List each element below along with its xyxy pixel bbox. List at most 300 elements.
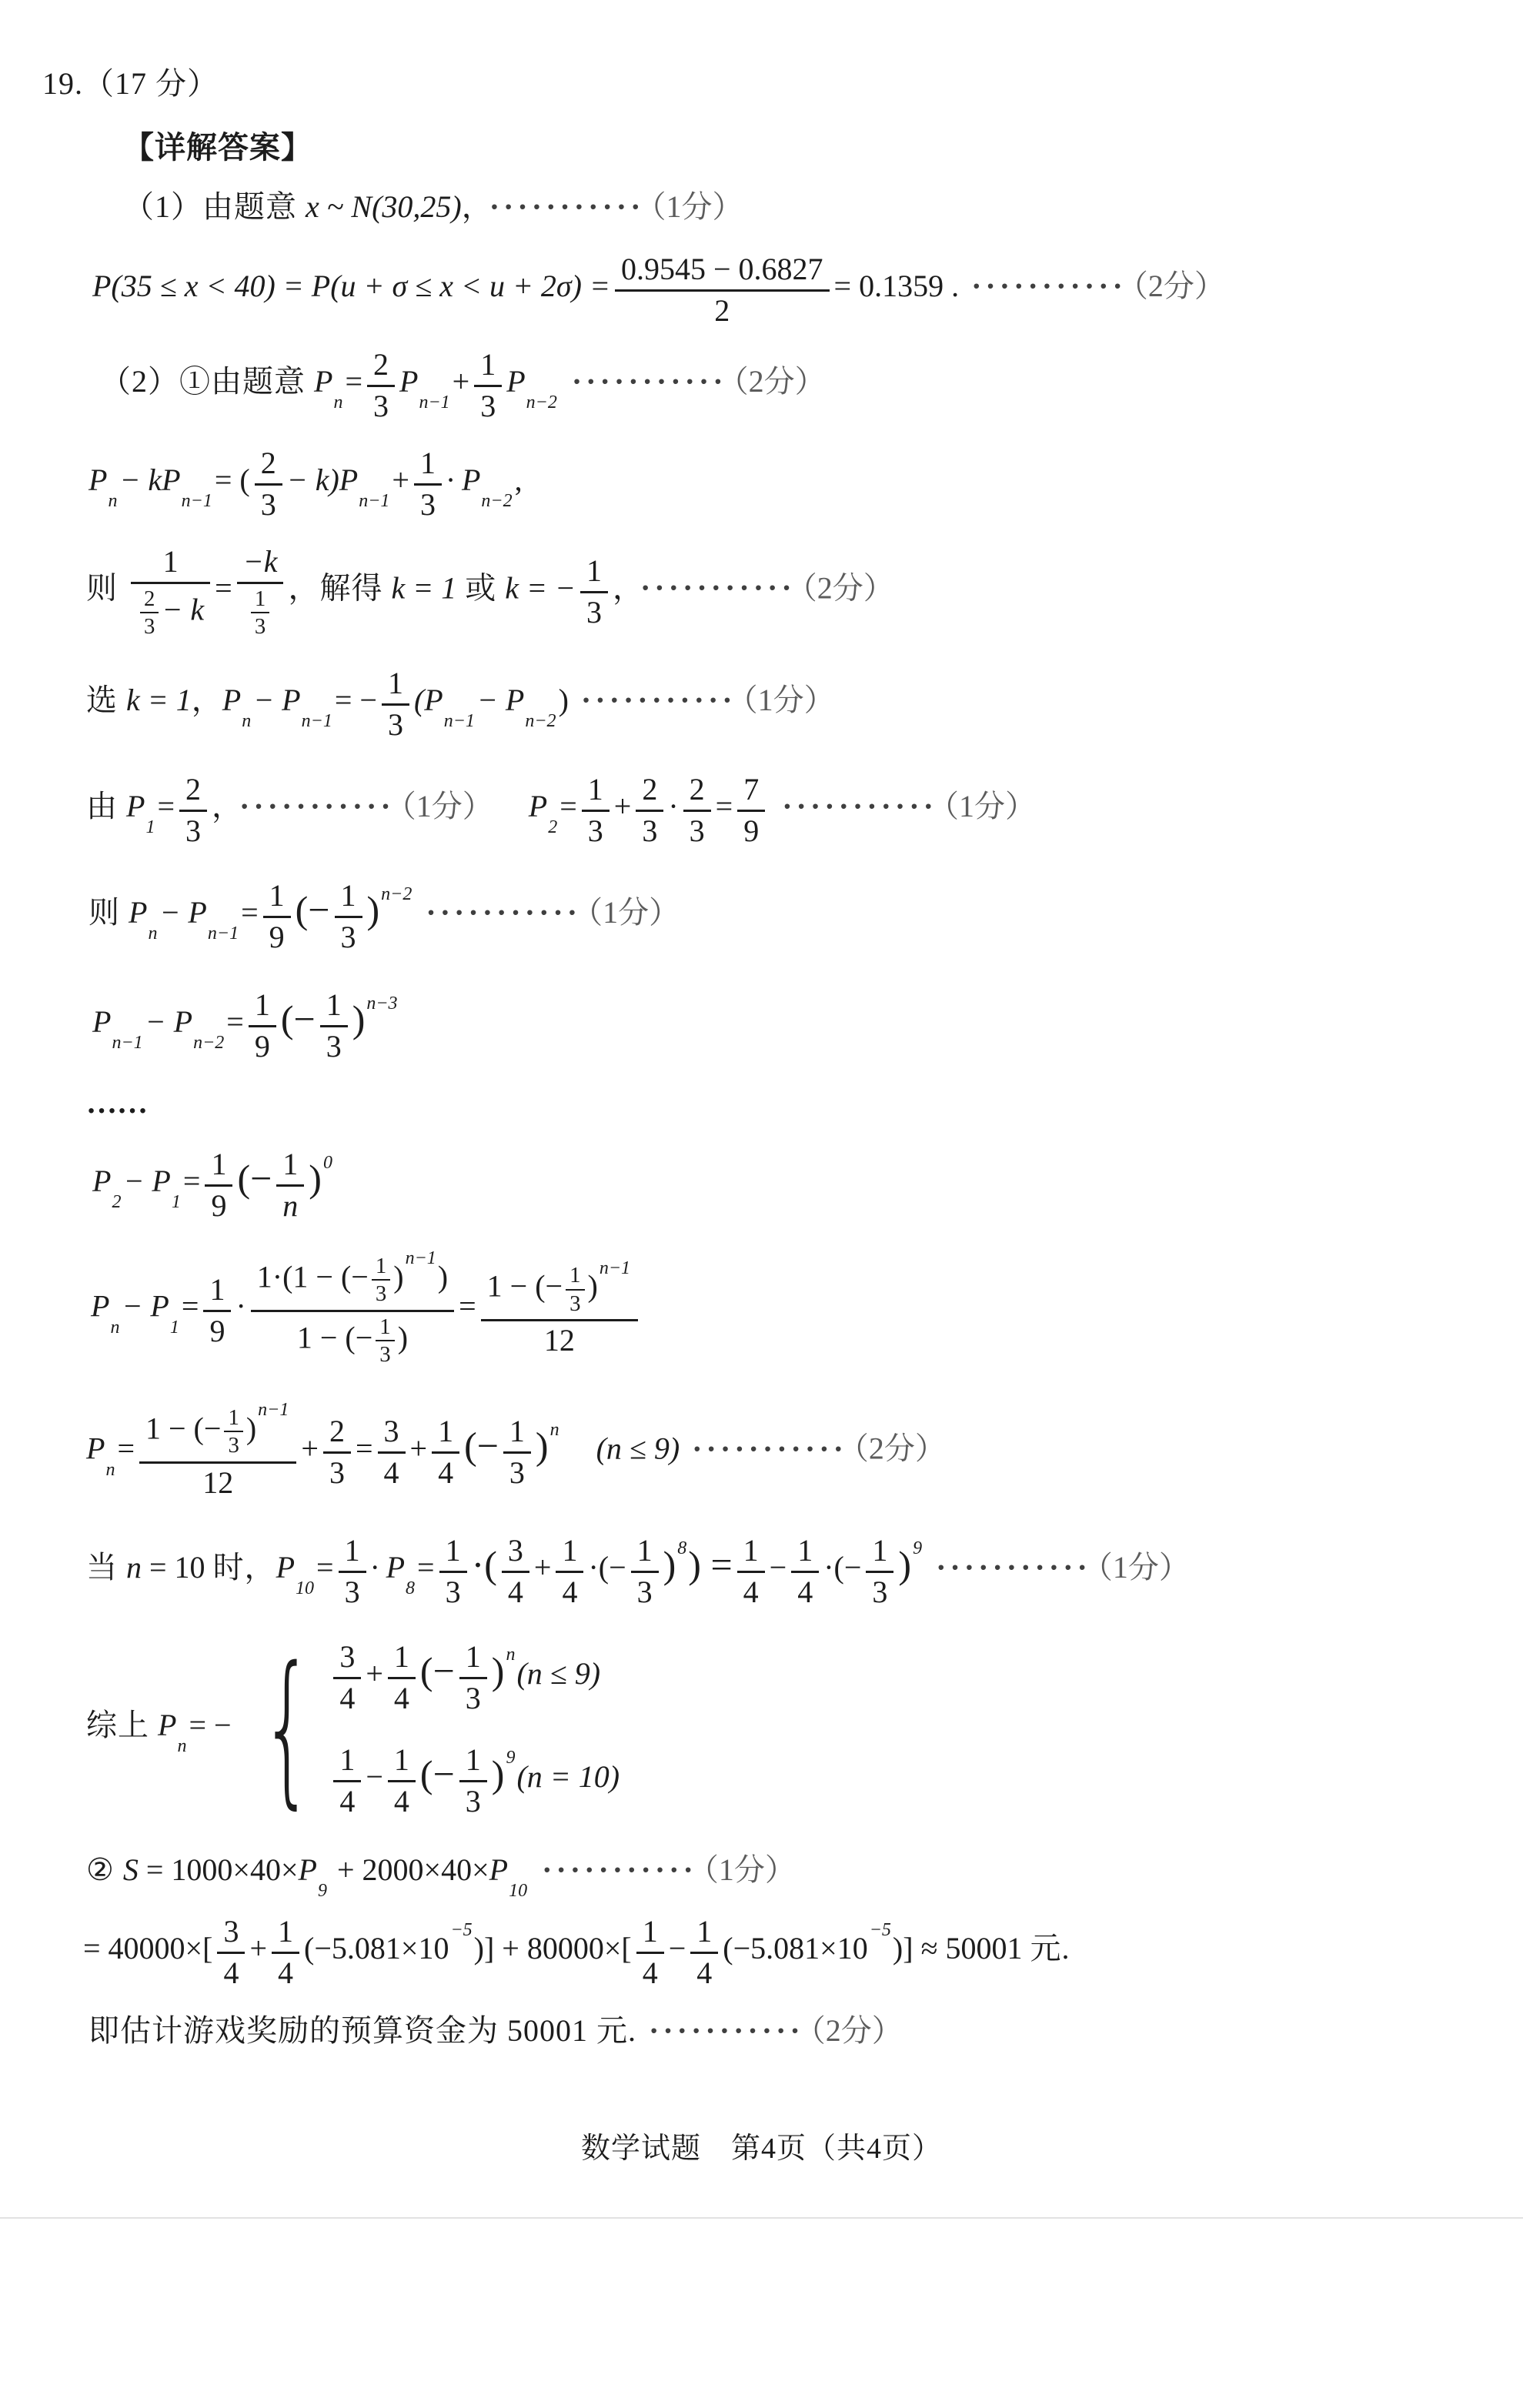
- frac-denominator: 3: [419, 486, 436, 522]
- fraction: [251, 587, 269, 638]
- fraction: [255, 446, 282, 521]
- subscript: 1: [171, 1192, 181, 1213]
- step-line-11: [91, 1248, 1523, 1367]
- dots-leader: ···········: [649, 2012, 804, 2048]
- frac-numerator: 2: [323, 1414, 351, 1454]
- superscript: 9: [913, 1538, 923, 1559]
- frac-denominator: 2: [714, 292, 730, 328]
- step-line-12: [86, 1400, 1523, 1500]
- dots-leader: ···········: [542, 1852, 697, 1887]
- subscript: n: [148, 923, 158, 944]
- frac-denominator: [237, 584, 284, 638]
- subscript: 1: [145, 817, 155, 838]
- frac-numerator: 1: [131, 544, 210, 584]
- frac-denominator: 12: [202, 1465, 234, 1500]
- conclusion-text: 即估计游戏奖励的预算资金为 50001 元.: [89, 2012, 636, 2048]
- frac-denominator: 3: [387, 707, 403, 743]
- score-mark: （1分）: [587, 895, 680, 930]
- frac-numerator: [237, 544, 284, 584]
- math-run: +: [366, 1655, 383, 1691]
- math-run: (−5.081×10: [723, 1931, 868, 1965]
- answer-heading: 【详解答案】: [123, 130, 312, 165]
- math-run: +: [392, 462, 409, 497]
- fraction: [388, 1742, 416, 1818]
- math-run: = (: [214, 462, 250, 497]
- bottom-rule: [0, 2217, 1523, 2219]
- math-run: ·: [668, 789, 679, 824]
- step-line-7: [86, 772, 1523, 847]
- frac-numerator: 1: [388, 1742, 416, 1782]
- fraction: [205, 1147, 232, 1222]
- frac-denominator: 4: [507, 1574, 523, 1609]
- math-run: ): [558, 683, 569, 718]
- math-run: = 10: [142, 1549, 213, 1585]
- fraction: [502, 1533, 529, 1608]
- frac-numerator: 1: [382, 666, 409, 706]
- answer-heading-line: [123, 129, 1523, 165]
- frac-numerator: 1: [276, 1147, 304, 1187]
- frac-denominator: [131, 584, 210, 638]
- fraction: [376, 1315, 394, 1366]
- subscript: n: [110, 1317, 120, 1338]
- math-run: = −: [334, 683, 377, 718]
- step-line-3: [100, 347, 1523, 422]
- score-mark: （2分）: [733, 363, 826, 399]
- math-run: ): [366, 888, 380, 932]
- step-line-14: [86, 1631, 1523, 1825]
- frac-denominator: 4: [438, 1455, 454, 1491]
- frac-denominator: 12: [543, 1322, 575, 1358]
- frac-numerator: [139, 1400, 296, 1463]
- frac-numerator: 1: [251, 587, 269, 613]
- math-run: +: [249, 1931, 267, 1965]
- subscript: 2: [548, 817, 558, 838]
- step-line-6: [86, 666, 1523, 741]
- frac-numerator: 2: [140, 587, 159, 613]
- score-mark: （1分）: [400, 789, 493, 824]
- condition: (n ≤ 9): [596, 1431, 680, 1466]
- math-run: =: [316, 1549, 334, 1585]
- frac-denominator: 3: [587, 813, 603, 849]
- math-run: − P: [123, 1164, 171, 1199]
- math-run: 1·(1 − (−: [256, 1259, 369, 1294]
- frac-numerator: 1: [636, 1914, 664, 1954]
- math-run: =: [215, 569, 232, 605]
- math-run: 1 − (−: [145, 1411, 222, 1446]
- step-line-2: [92, 252, 1523, 327]
- math-run: P: [276, 1549, 295, 1585]
- math-run: ，: [191, 683, 222, 718]
- frac-numerator: 1: [376, 1315, 394, 1341]
- math-run: ): [898, 1542, 912, 1586]
- math-run: x ~ N(30,25): [306, 189, 462, 225]
- frac-numerator: 2: [367, 347, 395, 387]
- frac-denominator: 3: [340, 920, 356, 955]
- question-number-line: [42, 65, 1523, 102]
- math-run: − P: [159, 895, 207, 930]
- frac-denominator: 3: [228, 1433, 239, 1458]
- superscript: n−1: [258, 1400, 289, 1421]
- frac-numerator: 2: [636, 772, 663, 812]
- frac-numerator: 1: [690, 1914, 718, 1954]
- dots-leader: ···········: [692, 1431, 847, 1466]
- frac-numerator: 1: [203, 1272, 231, 1312]
- fraction: [272, 1914, 299, 1989]
- frac-denominator: 9: [269, 920, 285, 955]
- fraction: [737, 1533, 765, 1608]
- fraction: [503, 1414, 531, 1489]
- math-run: − k)P: [286, 462, 359, 497]
- fraction: [224, 1406, 242, 1457]
- frac-numerator: 1: [737, 1533, 765, 1573]
- score-mark: （1分）: [1097, 1549, 1190, 1585]
- math-run: ): [587, 1268, 598, 1304]
- frac-numerator: 1: [272, 1914, 299, 1954]
- frac-numerator: 2: [179, 772, 207, 812]
- math-run: )] + 80000×[: [473, 1931, 632, 1965]
- frac-numerator: 1: [372, 1254, 390, 1281]
- math-run: ·(−: [823, 1549, 862, 1585]
- math-run: ·(: [471, 1542, 497, 1586]
- frac-denominator: 4: [642, 1955, 658, 1990]
- frac-numerator: 2: [255, 446, 282, 486]
- math-run: P: [89, 462, 108, 497]
- fraction: [631, 1533, 659, 1608]
- math-run: − P: [253, 683, 301, 718]
- math-run: (−: [237, 1157, 272, 1201]
- frac-numerator: 1: [205, 1147, 232, 1187]
- frac-denominator: 3: [344, 1574, 360, 1609]
- math-run: + 2000×40×: [329, 1852, 489, 1887]
- frac-numerator: 1: [439, 1533, 467, 1573]
- frac-denominator: 4: [223, 1955, 239, 1990]
- math-run: P: [489, 1852, 509, 1887]
- math-run: − k: [162, 591, 205, 626]
- math-run: ): [245, 1411, 257, 1446]
- math-run: P(35 ≤ x < 40) = P(u + σ ≤ x < u + 2σ) =: [92, 268, 610, 303]
- frac-numerator: 1: [866, 1533, 893, 1573]
- frac-denominator: 4: [797, 1574, 813, 1609]
- cjk-run: 当: [86, 1549, 126, 1585]
- frac-numerator: 1: [791, 1533, 819, 1573]
- frac-numerator: 3: [502, 1533, 529, 1573]
- superscript: 0: [322, 1153, 332, 1174]
- math-run: (−: [419, 1648, 455, 1692]
- math-run: =: [182, 1164, 201, 1199]
- fraction: [263, 878, 291, 954]
- dots-leader: ···········: [971, 268, 1127, 303]
- frac-denominator: 3: [586, 594, 602, 630]
- math-run: − P: [122, 1288, 169, 1324]
- math-run: −: [769, 1549, 787, 1585]
- frac-denominator: 3: [509, 1455, 525, 1491]
- fraction-nested: [481, 1257, 638, 1358]
- math-run: ，: [461, 189, 477, 225]
- dots-leader: ···········: [782, 789, 937, 824]
- frac-denominator: 3: [254, 613, 266, 639]
- math-run: =: [226, 1004, 244, 1040]
- step-line-13: [86, 1533, 1523, 1608]
- math-run: P: [298, 1852, 317, 1887]
- dots-leader: ···········: [640, 569, 796, 605]
- superscript: n−1: [599, 1257, 631, 1278]
- dots-leader: ···········: [426, 895, 582, 930]
- fraction: [372, 1254, 390, 1305]
- dots-leader: ···········: [571, 363, 727, 399]
- fraction: [414, 446, 442, 521]
- subscript: n: [242, 711, 252, 732]
- case-row: [329, 1639, 620, 1715]
- math-run: P: [399, 363, 419, 399]
- ellipsis-line: [86, 1084, 1523, 1121]
- subscript: 10: [296, 1578, 314, 1598]
- math-run: ,: [514, 462, 523, 497]
- math-run: (−: [280, 997, 316, 1041]
- math-run: P: [129, 895, 148, 930]
- fraction: [439, 1533, 467, 1608]
- frac-numerator: 1: [335, 878, 362, 918]
- subscript: 1: [169, 1317, 179, 1338]
- fraction: [333, 1742, 361, 1818]
- math-run: P: [506, 363, 526, 399]
- math-run: = 40000×[: [83, 1931, 213, 1965]
- math-run: )] ≈ 50001: [892, 1931, 1030, 1965]
- frac-denominator: 3: [373, 388, 389, 423]
- frac-numerator: 1: [556, 1533, 583, 1573]
- page-footer: [0, 2132, 1523, 2166]
- frac-numerator: 1: [224, 1406, 242, 1432]
- math-run: −: [366, 1758, 383, 1794]
- math-run: −k: [242, 543, 278, 579]
- fraction: [636, 772, 663, 847]
- math-run: ·: [235, 1288, 246, 1324]
- frac-numerator: 1: [388, 1639, 416, 1679]
- math-run: (P: [413, 683, 443, 718]
- superscript: 8: [677, 1538, 687, 1559]
- condition: (n = 10): [516, 1758, 620, 1794]
- cjk-run: （2）①由题意: [100, 363, 314, 399]
- cjk-run: 元.: [1030, 1931, 1070, 1965]
- math-run: P: [92, 1004, 112, 1040]
- fraction: [791, 1533, 819, 1608]
- fraction: [333, 1639, 361, 1715]
- case-row: [329, 1742, 620, 1818]
- subscript: n−1: [301, 711, 332, 732]
- math-run: P: [222, 683, 242, 718]
- math-run: k = 1: [391, 569, 457, 605]
- subscript: n: [177, 1735, 187, 1756]
- cjk-run: 或: [456, 569, 506, 605]
- subscript: n−1: [419, 392, 450, 412]
- frac-denominator: 4: [383, 1455, 399, 1491]
- frac-denominator: 3: [260, 486, 276, 522]
- math-run: =: [417, 1549, 435, 1585]
- math-run: =: [157, 789, 175, 824]
- frac-numerator: 1: [459, 1742, 487, 1782]
- frac-denominator: 4: [339, 1680, 356, 1715]
- math-run: =: [345, 363, 362, 399]
- subscript: n: [105, 1459, 115, 1480]
- ellipsis: ……: [86, 1085, 148, 1121]
- math-run: P: [158, 1707, 177, 1742]
- math-run: (−: [295, 888, 330, 932]
- math-run: =: [241, 895, 259, 930]
- cases-brace: {: [260, 1631, 314, 1825]
- math-run: − kP: [119, 462, 181, 497]
- superscript: −5: [869, 1919, 891, 1940]
- frac-numerator: 1: [582, 772, 610, 812]
- step-line-9: [92, 987, 1523, 1063]
- subscript: n−1: [207, 923, 239, 944]
- cases-block: [329, 1639, 620, 1818]
- frac-numerator: 3: [333, 1639, 361, 1679]
- fraction: [382, 666, 409, 741]
- frac-numerator: 1: [414, 446, 442, 486]
- score-mark: （2分）: [853, 1431, 946, 1466]
- superscript: n−1: [405, 1248, 436, 1269]
- subscript: 9: [317, 1880, 327, 1901]
- math-run: S: [122, 1852, 139, 1887]
- math-run: (−5.081×10: [304, 1931, 449, 1965]
- math-run: P: [86, 1431, 105, 1466]
- frac-numerator: 1: [631, 1533, 659, 1573]
- score-mark: （2分）: [1132, 268, 1225, 303]
- fraction: [378, 1414, 406, 1489]
- step-line-1: [123, 189, 1523, 225]
- fraction: [339, 1533, 366, 1608]
- score-mark: （1分）: [703, 1852, 796, 1887]
- fraction: [459, 1639, 487, 1715]
- math-run: ) =: [688, 1542, 733, 1586]
- frac-denominator: 9: [254, 1029, 270, 1064]
- frac-numerator: [251, 1248, 454, 1311]
- fraction: [683, 772, 711, 847]
- fraction: [690, 1914, 718, 1989]
- superscript: 9: [506, 1748, 516, 1768]
- frac-denominator: 4: [393, 1783, 409, 1819]
- condition: (n ≤ 9): [516, 1655, 601, 1691]
- frac-numerator: 1: [333, 1742, 361, 1782]
- superscript: n−3: [366, 993, 398, 1014]
- math-run: · P: [446, 462, 481, 497]
- frac-denominator: 3: [329, 1455, 345, 1491]
- subscript: n−1: [359, 490, 390, 511]
- step-line-5: [86, 544, 1523, 638]
- frac-denominator: 3: [689, 813, 705, 849]
- frac-numerator: 0.9545 − 0.6827: [615, 252, 830, 292]
- fraction: [179, 772, 207, 847]
- fraction: [474, 347, 502, 422]
- math-run: +: [533, 1549, 552, 1585]
- math-run: =: [459, 1288, 476, 1324]
- subscript: n−1: [181, 490, 212, 511]
- fraction-nested: [131, 544, 210, 638]
- frac-numerator: 1: [339, 1533, 366, 1573]
- subscript: n−2: [193, 1033, 225, 1054]
- frac-denominator: 3: [872, 1574, 888, 1609]
- frac-denominator: 4: [743, 1574, 759, 1609]
- frac-denominator: 3: [445, 1574, 461, 1609]
- fraction: [556, 1533, 583, 1608]
- fraction: [203, 1272, 231, 1348]
- subscript: n−1: [112, 1033, 143, 1054]
- math-run: +: [409, 1431, 428, 1466]
- math-run: ): [437, 1259, 449, 1294]
- fraction: [432, 1414, 459, 1489]
- math-run: =: [715, 789, 733, 824]
- cjk-run: 则: [89, 895, 129, 930]
- step-line-10: [92, 1147, 1523, 1222]
- fraction: [276, 1147, 304, 1222]
- fraction: [866, 1533, 893, 1608]
- fraction: [335, 878, 362, 954]
- score-mark: （1分）: [650, 189, 743, 225]
- math-run: = −: [189, 1707, 232, 1742]
- subscript: 2: [112, 1192, 122, 1213]
- fraction: [580, 553, 608, 629]
- frac-denominator: 3: [636, 1574, 653, 1609]
- frac-numerator: 1: [320, 987, 348, 1027]
- math-run: ): [309, 1157, 322, 1201]
- cjk-run: 由: [86, 789, 126, 824]
- math-run: (−: [419, 1752, 455, 1795]
- dots-leader: ···········: [239, 789, 395, 824]
- frac-denominator: 4: [562, 1574, 578, 1609]
- math-run: 1 − (−: [296, 1320, 373, 1355]
- frac-denominator: 4: [278, 1955, 293, 1990]
- fraction: [217, 1914, 245, 1989]
- frac-numerator: 7: [737, 772, 765, 812]
- fraction-nested: [139, 1400, 296, 1500]
- cjk-run: 选: [86, 683, 126, 718]
- math-run: n: [126, 1549, 142, 1585]
- math-run: ): [393, 1259, 404, 1294]
- step-line-16: [83, 1914, 1523, 1989]
- frac-denominator: n: [282, 1188, 299, 1224]
- frac-denominator: 3: [185, 813, 201, 849]
- subscript: 8: [406, 1578, 415, 1598]
- question-number: 19.（17 分）: [42, 66, 219, 101]
- frac-numerator: [481, 1257, 638, 1321]
- fraction: [636, 1914, 664, 1989]
- dots-leader: ···········: [489, 189, 645, 225]
- frac-denominator: 4: [339, 1783, 356, 1819]
- frac-numerator: 1: [580, 553, 608, 593]
- frac-denominator: 3: [465, 1680, 481, 1715]
- math-run: ): [663, 1542, 676, 1586]
- fraction: [459, 1742, 487, 1818]
- math-run: P: [528, 789, 548, 824]
- step-line-4: [89, 446, 1523, 521]
- frac-denominator: 3: [379, 1341, 391, 1367]
- fraction: [582, 772, 610, 847]
- cjk-run: 则: [86, 569, 126, 605]
- math-run: ): [397, 1320, 409, 1355]
- step-line-17: [89, 2012, 1523, 2049]
- score-mark: （1分）: [742, 683, 835, 718]
- math-run: ，: [612, 569, 628, 605]
- score-mark: （2分）: [810, 2012, 903, 2048]
- cjk-run: 时，: [212, 1549, 276, 1585]
- math-run: k = 1: [126, 683, 192, 718]
- frac-denominator: 9: [209, 1313, 225, 1348]
- frac-denominator: 3: [480, 388, 496, 423]
- math-run: P: [126, 789, 145, 824]
- frac-denominator: 9: [211, 1188, 227, 1224]
- frac-numerator: 3: [217, 1914, 245, 1954]
- superscript: n: [549, 1420, 559, 1441]
- frac-denominator: 4: [696, 1955, 713, 1990]
